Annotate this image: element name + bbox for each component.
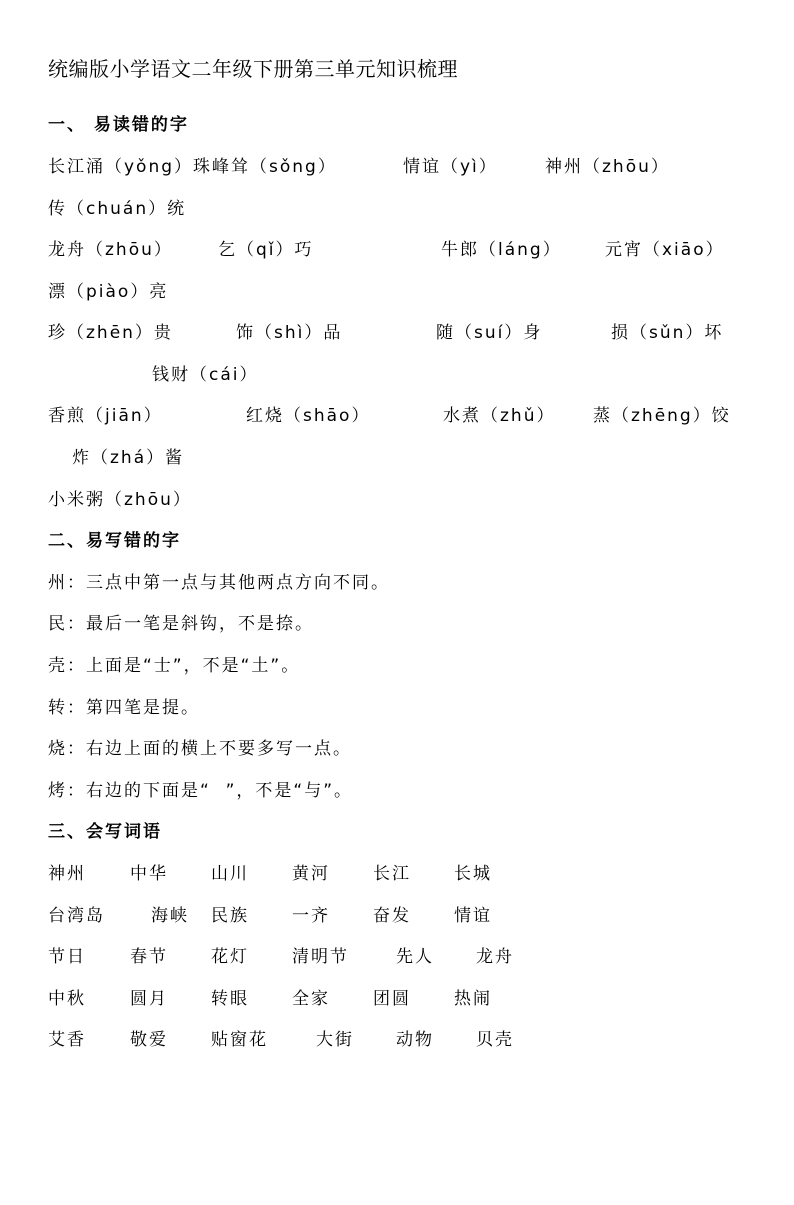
misread-entry: 神州（zhōu）	[545, 157, 670, 177]
vocab-word: 贴窗花	[211, 1030, 268, 1050]
misread-row-2: 传（chuán）统	[48, 199, 187, 219]
misread-entry: 损（sǔn）坏	[611, 323, 724, 343]
vocab-word: 海峡	[151, 906, 189, 926]
vocab-word: 热闹	[454, 989, 492, 1009]
vocab-word: 情谊	[454, 906, 492, 926]
vocab-word: 神州	[48, 864, 86, 884]
misread-entry: 香煎（jiān）	[48, 406, 163, 426]
vocab-word: 动物	[396, 1030, 434, 1050]
misread-entry: 元宵（xiāo）	[605, 240, 725, 260]
misread-entry: 牛郎（láng）	[441, 240, 562, 260]
vocab-word: 全家	[292, 989, 330, 1009]
vocab-word: 转眼	[211, 989, 249, 1009]
vocab-word: 中华	[130, 864, 168, 884]
vocab-word: 先人	[396, 947, 434, 967]
section-heading-vocabulary: 三、会写词语	[48, 822, 162, 842]
vocab-word: 中秋	[48, 989, 86, 1009]
misread-row-8: 炸（zhá）酱	[72, 448, 185, 468]
misread-entry: 情谊（yì）	[403, 157, 498, 177]
miswritten-item: 烧：右边上面的横上不要多写一点。	[48, 739, 352, 759]
vocab-word: 一齐	[292, 906, 330, 926]
vocab-word: 长城	[454, 864, 492, 884]
vocab-word: 民族	[211, 906, 249, 926]
misread-row-4: 漂（piào）亮	[48, 282, 169, 302]
vocab-word: 春节	[130, 947, 168, 967]
misread-row-7	[48, 405, 748, 537]
misread-entry: 乞（qǐ）巧	[218, 240, 314, 260]
misread-entry: 饰（shì）品	[236, 323, 343, 343]
misread-row-9: 小米粥（zhōu）	[48, 490, 192, 510]
misread-entry: 龙舟（zhōu）	[48, 240, 173, 260]
vocab-word: 圆月	[130, 989, 168, 1009]
vocab-row	[48, 1029, 748, 1205]
vocab-word: 艾香	[48, 1030, 86, 1050]
vocab-word: 敬爱	[130, 1030, 168, 1050]
vocab-word: 清明节	[292, 947, 349, 967]
misread-entry: 水煮（zhǔ）	[443, 406, 556, 426]
vocab-word: 长江	[373, 864, 411, 884]
misread-entry: 随（suí）身	[436, 323, 543, 343]
vocab-word: 台湾岛	[48, 906, 105, 926]
vocab-word: 花灯	[211, 947, 249, 967]
miswritten-item: 州：三点中第一点与其他两点方向不同。	[48, 573, 390, 593]
vocab-word: 奋发	[373, 906, 411, 926]
miswritten-item: 民：最后一笔是斜钩，不是捺。	[48, 614, 314, 634]
misread-entry: 长江涌（yǒng）珠峰耸（sǒng）	[48, 157, 337, 177]
section-heading-misread: 一、 易读错的字	[48, 115, 189, 135]
miswritten-item: 壳：上面是“士”，不是“土”。	[48, 656, 301, 676]
vocab-word: 大街	[316, 1030, 354, 1050]
document-title: 统编版小学语文二年级下册第三单元知识梳理	[48, 57, 458, 81]
vocab-word: 贝壳	[476, 1030, 514, 1050]
misread-row-6: 钱财（cái）	[152, 365, 259, 385]
vocab-word: 黄河	[292, 864, 330, 884]
vocab-word: 节日	[48, 947, 86, 967]
misread-entry: 珍（zhēn）贵	[48, 323, 173, 343]
vocab-word: 龙舟	[476, 947, 514, 967]
vocab-word: 山川	[211, 864, 249, 884]
misread-entry: 红烧（shāo）	[246, 406, 371, 426]
vocab-word: 团圆	[373, 989, 411, 1009]
section-heading-miswritten: 二、易写错的字	[48, 531, 181, 551]
miswritten-item: 烤：右边的下面是“ ”，不是“与”。	[48, 781, 354, 801]
misread-entry: 蒸（zhēng）饺	[593, 406, 731, 426]
miswritten-item: 转：第四笔是提。	[48, 698, 200, 718]
